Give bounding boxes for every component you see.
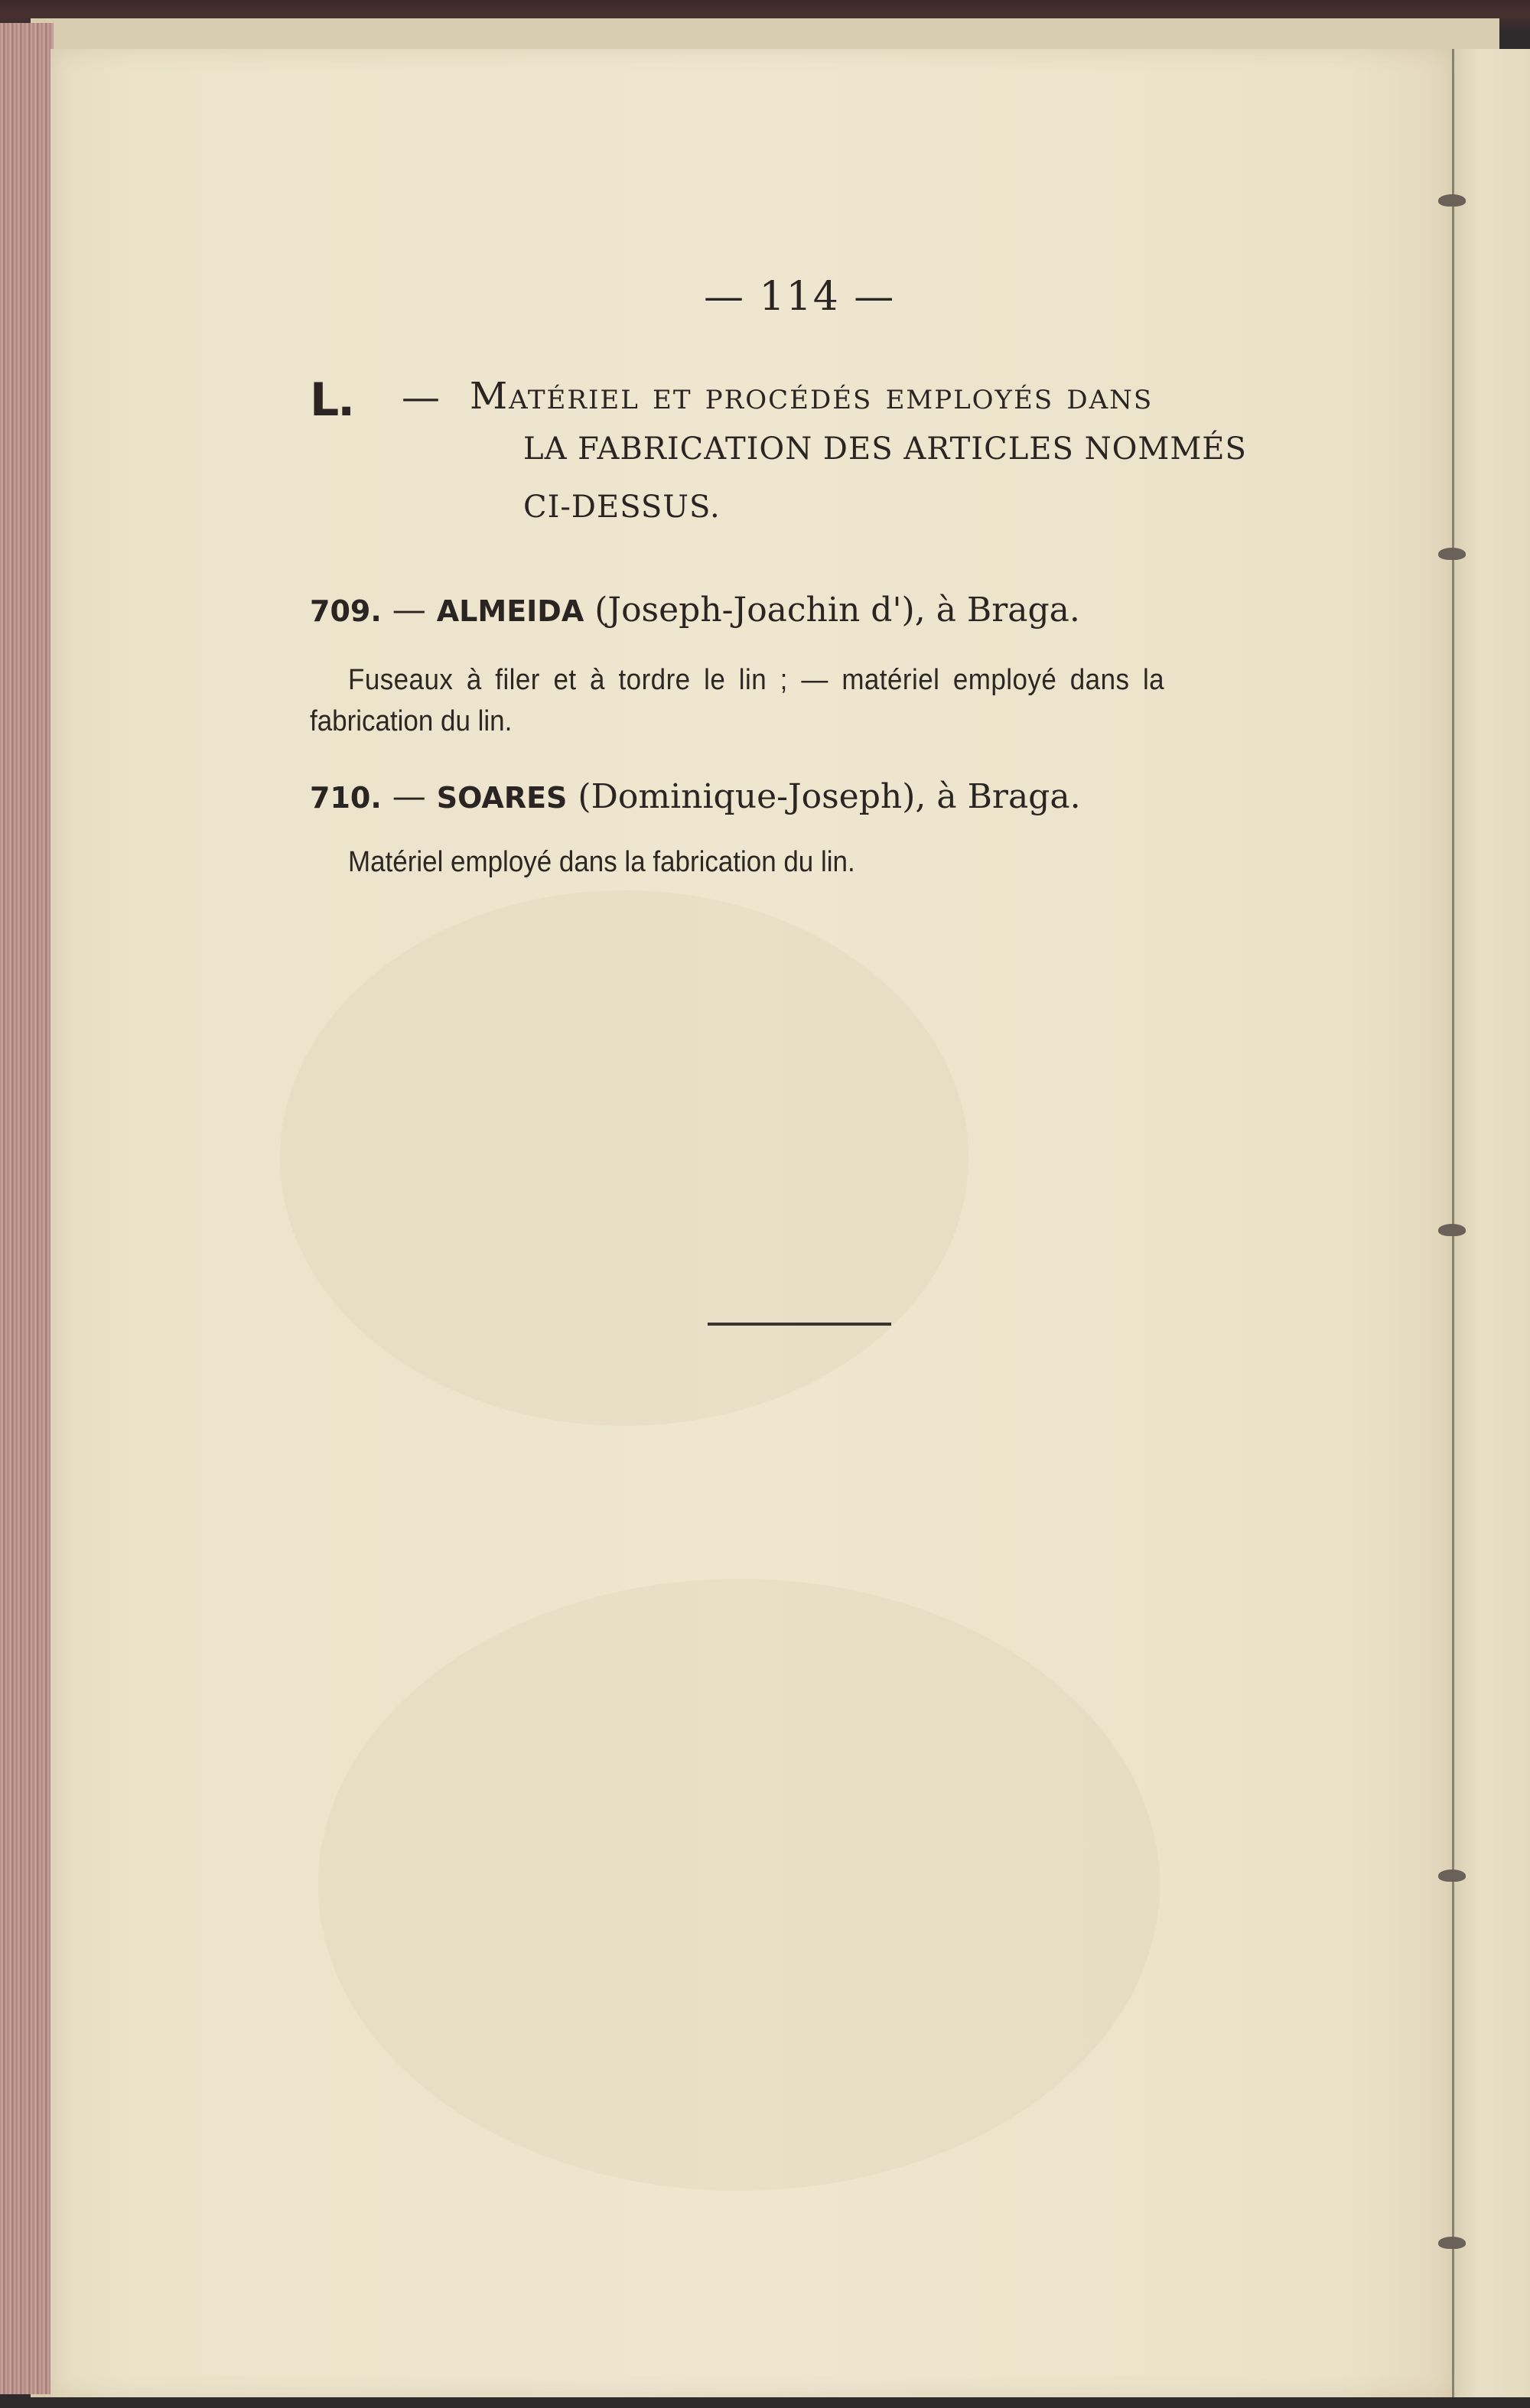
binding-thread-mark [1438, 2237, 1466, 2249]
section-title-line-2: LA FABRICATION DES ARTICLES NOMMÉS [523, 431, 1247, 467]
section-letter: L. [310, 373, 354, 427]
book-page-edges [0, 23, 54, 2394]
entry-709-description-line-1: Fuseaux à filer et à tordre le lin ; — matériel employé dans la [348, 664, 1165, 696]
binding-thread-mark [1438, 1869, 1466, 1882]
exhibitor-details: (Dominique-Joseph), à Braga. [578, 777, 1081, 816]
exhibitor-name: ALMEIDA [436, 594, 584, 628]
entry-dash: — [392, 777, 426, 816]
entry-number: 710. [310, 781, 382, 815]
exhibitor-name: SOARES [436, 781, 568, 815]
entry-number: 709. [310, 594, 382, 628]
binding-thread-mark [1438, 194, 1466, 207]
binding-thread-mark [1438, 548, 1466, 560]
right-page-edge [1452, 49, 1530, 2397]
entry-710-heading [310, 777, 1081, 816]
entry-709-heading [310, 591, 1080, 630]
section-title-line-1: Matériel et procédés employés dans [470, 375, 1154, 418]
page-number: — 114 — [704, 274, 896, 320]
paper-stain [318, 1579, 1160, 2191]
section-dash: — [402, 375, 440, 419]
binding-thread-mark [1438, 1224, 1466, 1236]
section-title-line-3: CI-DESSUS. [523, 490, 721, 525]
entry-dash: — [392, 591, 426, 630]
entry-709-description-line-2: fabrication du lin. [310, 705, 513, 737]
exhibitor-details: (Joseph-Joachin d'), à Braga. [594, 591, 1080, 630]
entry-710-description: Matériel employé dans la fabrication du lin. [348, 846, 855, 878]
section-end-rule [708, 1323, 891, 1326]
paper-stain [280, 890, 968, 1426]
